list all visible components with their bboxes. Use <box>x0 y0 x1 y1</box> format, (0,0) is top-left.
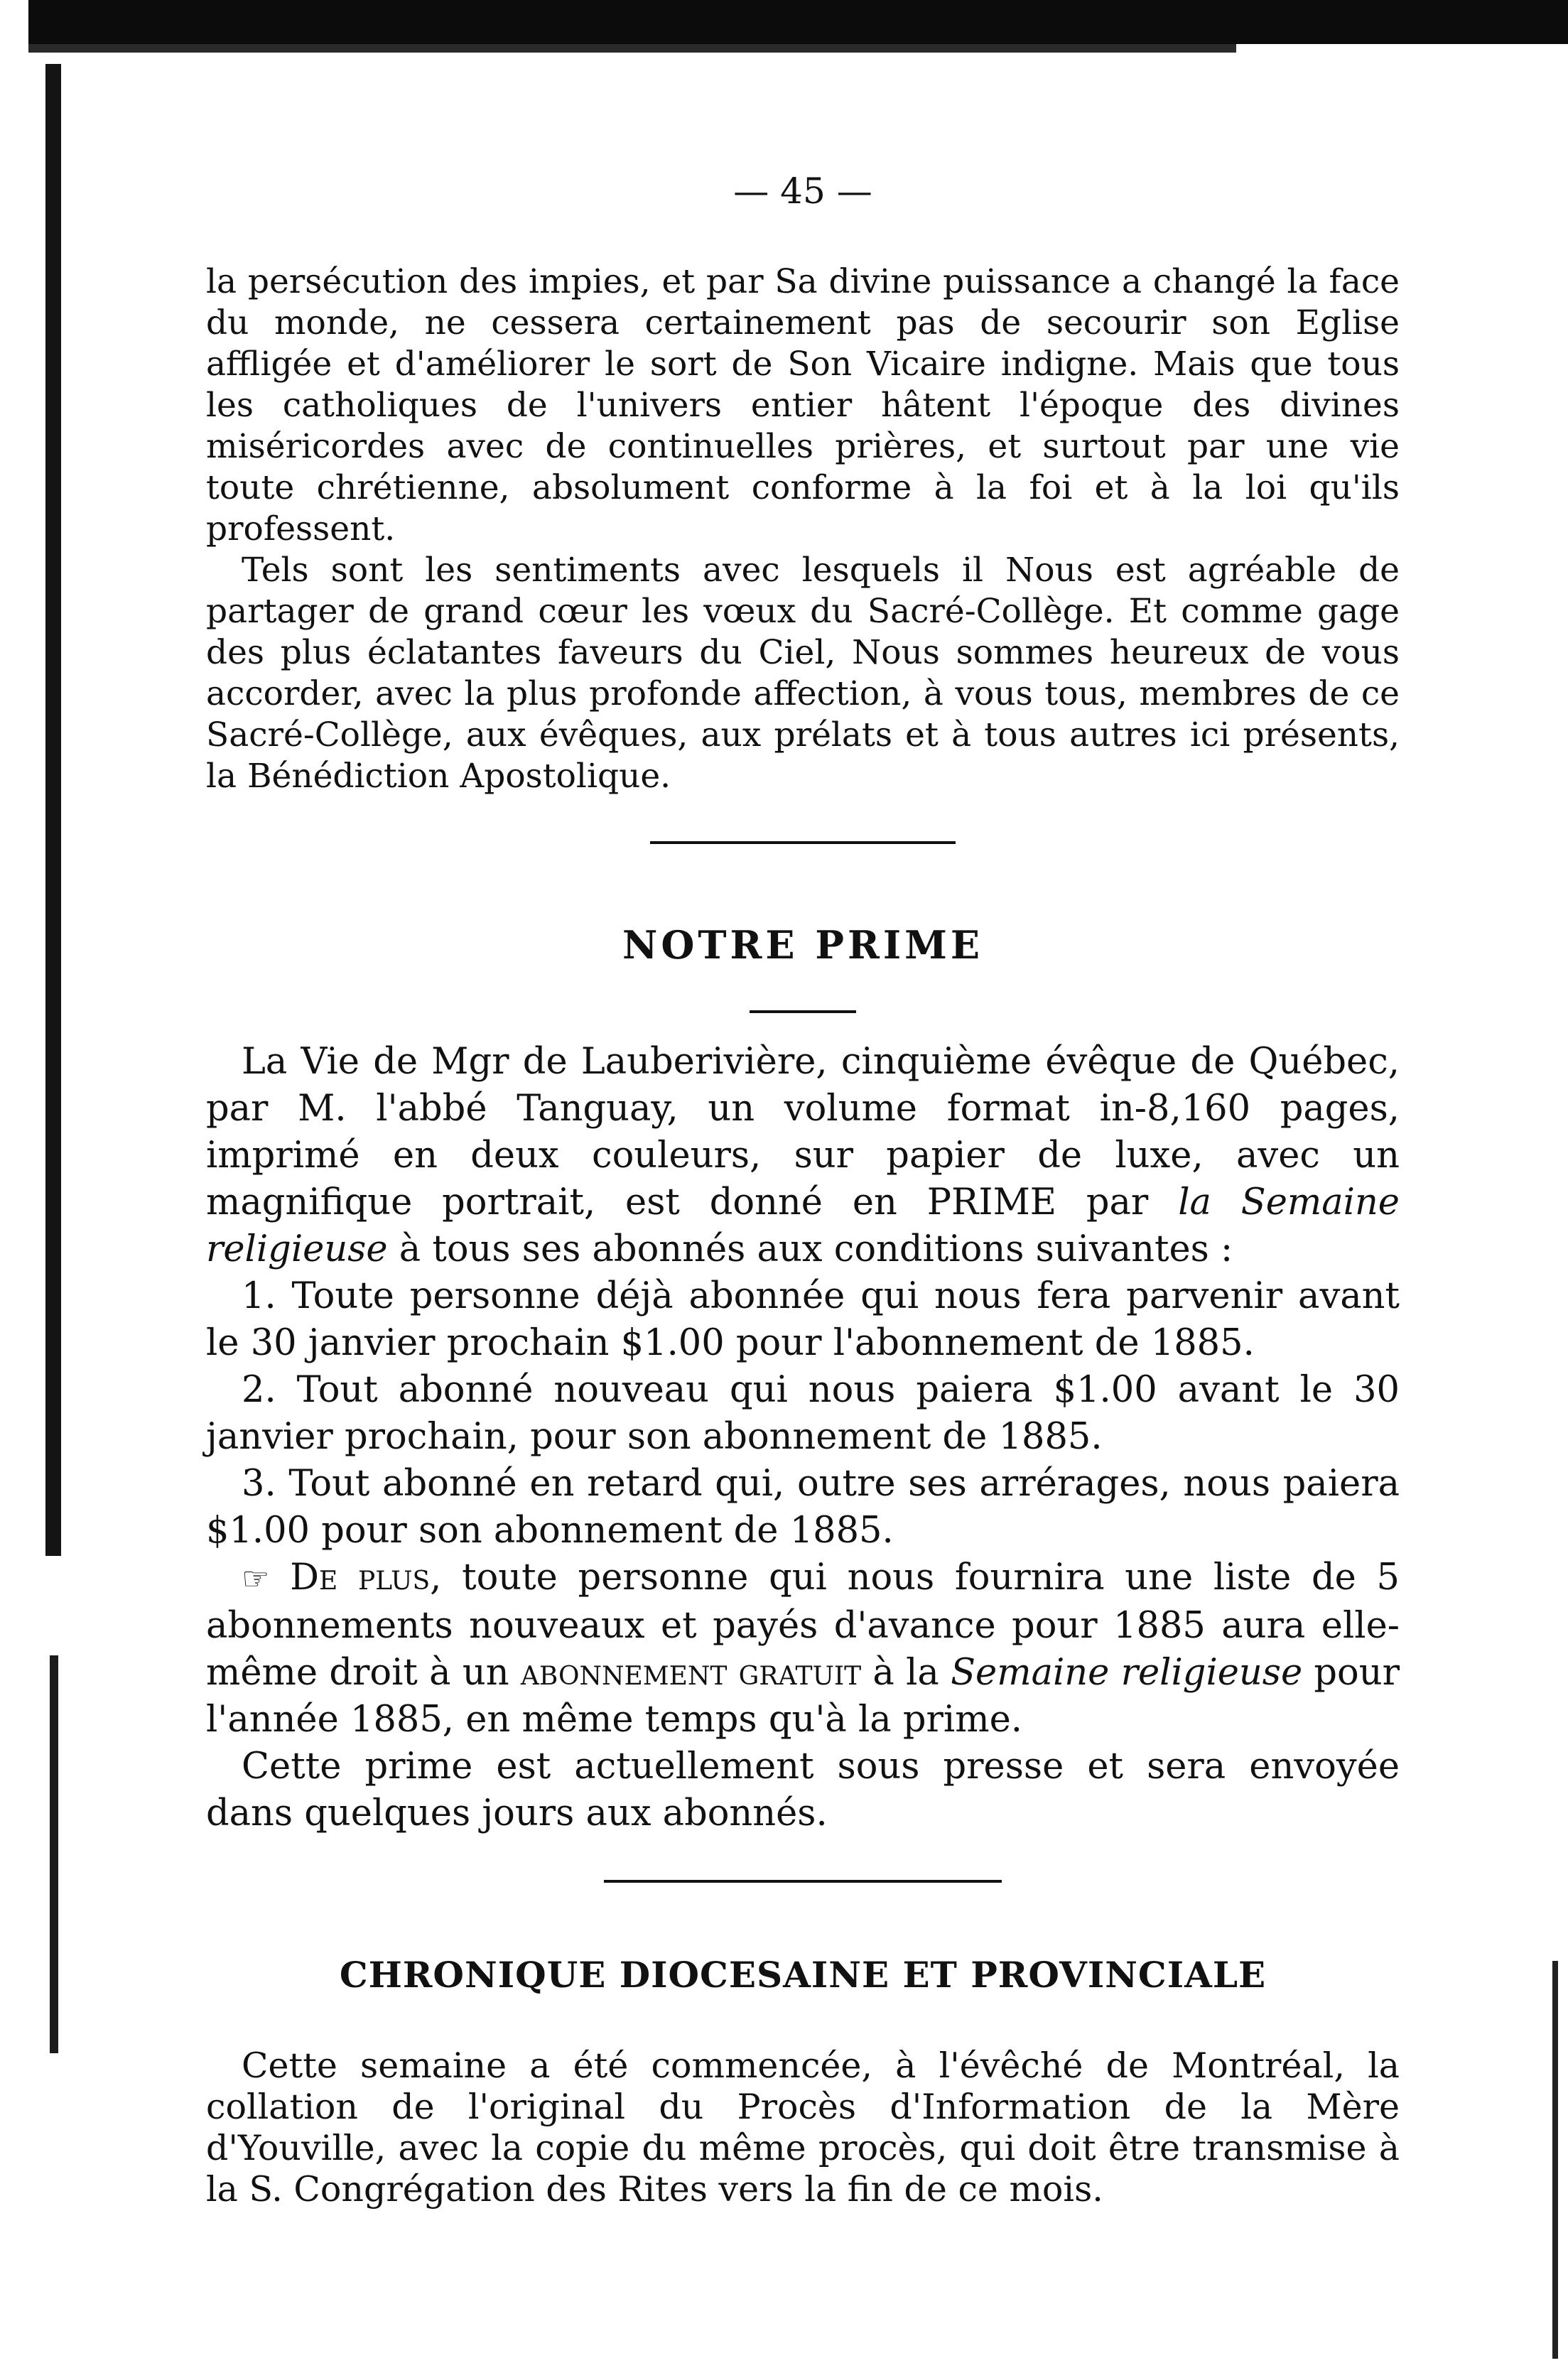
bonus-text-c: pour l'année 1885, en même temps qu'à la prime. <box>206 1652 1400 1741</box>
scan-left-edge <box>45 64 61 1556</box>
prime-final-paragraph: Cette prime est actuellement sous presse et sera envoyée dans quelques jours aux abonnés. <box>206 1746 1400 1834</box>
pointing-hand-icon: ☞ <box>242 1561 270 1597</box>
prime-bonus-paragraph <box>206 1554 1400 1743</box>
heading-underline <box>750 1010 856 1013</box>
prime-paragraph <box>206 1039 1400 1273</box>
chronique-paragraph: Cette semaine a été commencée, à l'évêché de Montréal, la collation de l'original du Procès d'Information de la Mère d'Youville, avec la copie du même procès, qui doit être transmise à la S. Congrégation des Rites vers la fin de ce mois. <box>206 2045 1400 2210</box>
scan-right-edge <box>1552 1961 1558 2359</box>
bonus-lead: De plus <box>290 1557 431 1599</box>
bonus-text-a: , toute personne qui nous fournira une liste de 5 abonnements nouveaux et payés d'avance pour 1885 aura elle-même droit à un <box>206 1557 1400 1694</box>
prime-condition-2: 2. Tout abonné nouveau qui nous paiera $1.00 avant le 30 janvier prochain, pour son abonnement de 1885. <box>206 1369 1400 1458</box>
bonus-text-b: à la <box>861 1652 951 1694</box>
scan-top-border-shadow <box>28 44 1236 53</box>
chronique-section <box>206 2045 1400 2210</box>
prime-heading: NOTRE PRIME <box>622 922 984 968</box>
chronique-heading: CHRONIQUE DIOCESAINE ET PROVINCIALE <box>339 1954 1267 1996</box>
intro-paragraph-1: la persécution des impies, et par Sa divine puissance a changé la face du monde, ne cessera certainement pas de secourir son Eglise affligée et d'améliorer le sort de Son Vicaire indigne. Mais que tous les catholiques de l'univers entier hâtent l'époque des divines miséricordes avec de continuelles prières, et surtout par une vie toute chrétienne, absolument conforme à la foi et à la loi qu'ils professent. <box>206 262 1400 548</box>
prime-text-a: La Vie de Mgr de Lauberivière, cinquième évêque de Québec, par M. l'abbé Tanguay, un volume format in-8,160 pages, imprimé en deux couleurs, sur papier de luxe, avec un magnifique portrait, est donné en PRIME par <box>206 1041 1400 1223</box>
section-divider <box>650 841 956 844</box>
intro-section <box>206 261 1400 797</box>
intro-paragraph-2: Tels sont les sentiments avec lesquels il Nous est agréable de partager de grand cœur les vœux du Sacré-Collège. Et comme gage des plus éclatantes faveurs du Ciel, Nous sommes heureux de vous accorder, avec la plus profonde affection, à vous tous, membres de ce Sacré-Collège, aux évêques, aux prélats et à tous autres ici présents, la Bénédiction Apostolique. <box>206 551 1400 796</box>
scan-left-edge-lower <box>50 1655 58 2053</box>
document-page <box>206 171 1400 2210</box>
page-number: — 45 — <box>733 171 872 212</box>
bonus-free-subscription: abonnement gratuit <box>520 1652 862 1694</box>
prime-publication-title: la Semaine religieuse <box>206 1182 1400 1270</box>
scan-top-border <box>28 0 1568 44</box>
bonus-publication-title: Semaine religieuse <box>951 1652 1303 1694</box>
section-divider-2 <box>604 1880 1002 1883</box>
prime-section <box>206 1039 1400 1837</box>
prime-text-b: à tous ses abonnés aux conditions suivantes : <box>387 1228 1233 1270</box>
prime-condition-3: 3. Tout abonné en retard qui, outre ses arrérages, nous paiera $1.00 pour son abonnement de 1885. <box>206 1463 1400 1552</box>
prime-condition-1: 1. Toute personne déjà abonnée qui nous fera parvenir avant le 30 janvier prochain $1.00 pour l'abonnement de 1885. <box>206 1275 1400 1364</box>
